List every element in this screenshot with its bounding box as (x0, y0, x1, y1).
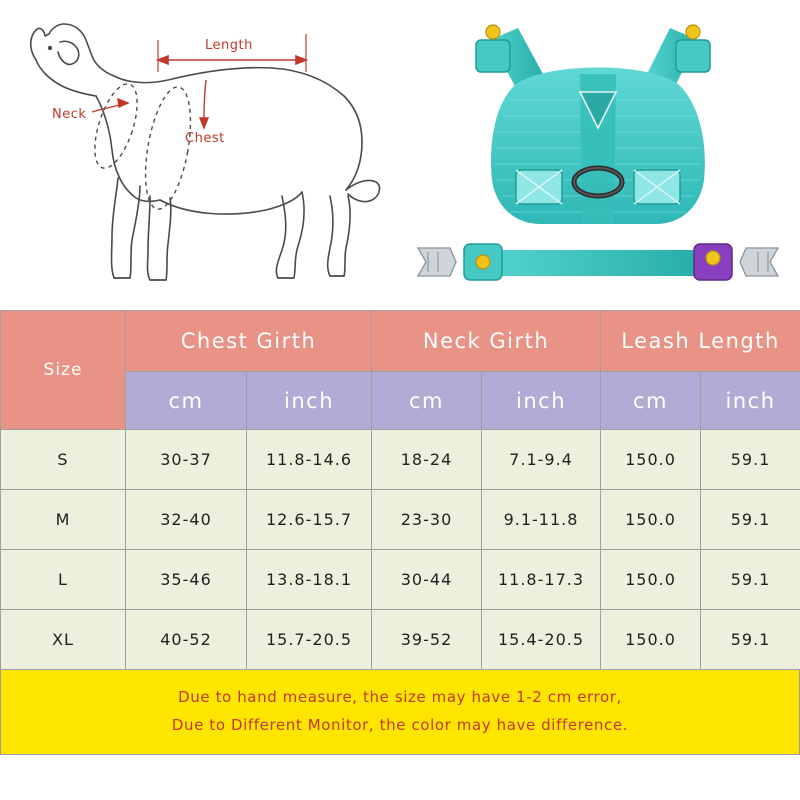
header-chest-cm: cm (126, 372, 247, 430)
size-chart-table (0, 310, 800, 670)
note-line-monitor: Due to Different Monitor, the color may have difference. (171, 716, 629, 734)
header-neck-inch: inch (482, 372, 601, 430)
cell-neck-inch: 7.1-9.4 (482, 430, 601, 490)
cell-chest-inch: 15.7-20.5 (247, 610, 372, 670)
cell-leash-cm: 150.0 (601, 430, 701, 490)
cell-neck-cm: 23-30 (372, 490, 482, 550)
cell-chest-inch: 12.6-15.7 (247, 490, 372, 550)
cell-neck-inch: 9.1-11.8 (482, 490, 601, 550)
harness-product-image (398, 10, 798, 305)
diagram-label-chest: Chest (185, 131, 225, 146)
cell-leash-cm: 150.0 (601, 610, 701, 670)
cell-neck-cm: 18-24 (372, 430, 482, 490)
cell-chest-cm: 40-52 (126, 610, 247, 670)
cell-leash-inch: 59.1 (701, 610, 800, 670)
cell-leash-inch: 59.1 (701, 550, 800, 610)
cell-size: M (1, 490, 126, 550)
header-neck-cm: cm (372, 372, 482, 430)
header-chest-girth: Chest Girth (126, 311, 372, 372)
table-row (1, 610, 800, 670)
table-header-main-row (1, 311, 800, 372)
cell-size: L (1, 550, 126, 610)
cell-leash-cm: 150.0 (601, 550, 701, 610)
cell-chest-inch: 13.8-18.1 (247, 550, 372, 610)
cell-leash-inch: 59.1 (701, 430, 800, 490)
diagram-label-length: Length (205, 38, 253, 53)
header-leash-length: Leash Length (601, 311, 800, 372)
diagram-label-neck: Neck (52, 107, 87, 122)
cell-chest-inch: 11.8-14.6 (247, 430, 372, 490)
header-size: Size (1, 311, 126, 430)
cell-chest-cm: 32-40 (126, 490, 247, 550)
dog-measurement-diagram (0, 0, 400, 310)
cell-size: XL (1, 610, 126, 670)
disclaimer-note-bar (0, 670, 800, 755)
cell-neck-cm: 39-52 (372, 610, 482, 670)
cell-chest-cm: 30-37 (126, 430, 247, 490)
cell-neck-cm: 30-44 (372, 550, 482, 610)
illustration-area (0, 0, 800, 310)
table-row (1, 430, 800, 490)
note-line-measure: Due to hand measure, the size may have 1-2 cm error, (178, 688, 622, 706)
cell-neck-inch: 11.8-17.3 (482, 550, 601, 610)
header-chest-inch: inch (247, 372, 372, 430)
header-neck-girth: Neck Girth (372, 311, 601, 372)
table-row (1, 490, 800, 550)
table-row (1, 550, 800, 610)
cell-leash-inch: 59.1 (701, 490, 800, 550)
cell-neck-inch: 15.4-20.5 (482, 610, 601, 670)
cell-leash-cm: 150.0 (601, 490, 701, 550)
header-leash-inch: inch (701, 372, 800, 430)
cell-chest-cm: 35-46 (126, 550, 247, 610)
header-leash-cm: cm (601, 372, 701, 430)
cell-size: S (1, 430, 126, 490)
